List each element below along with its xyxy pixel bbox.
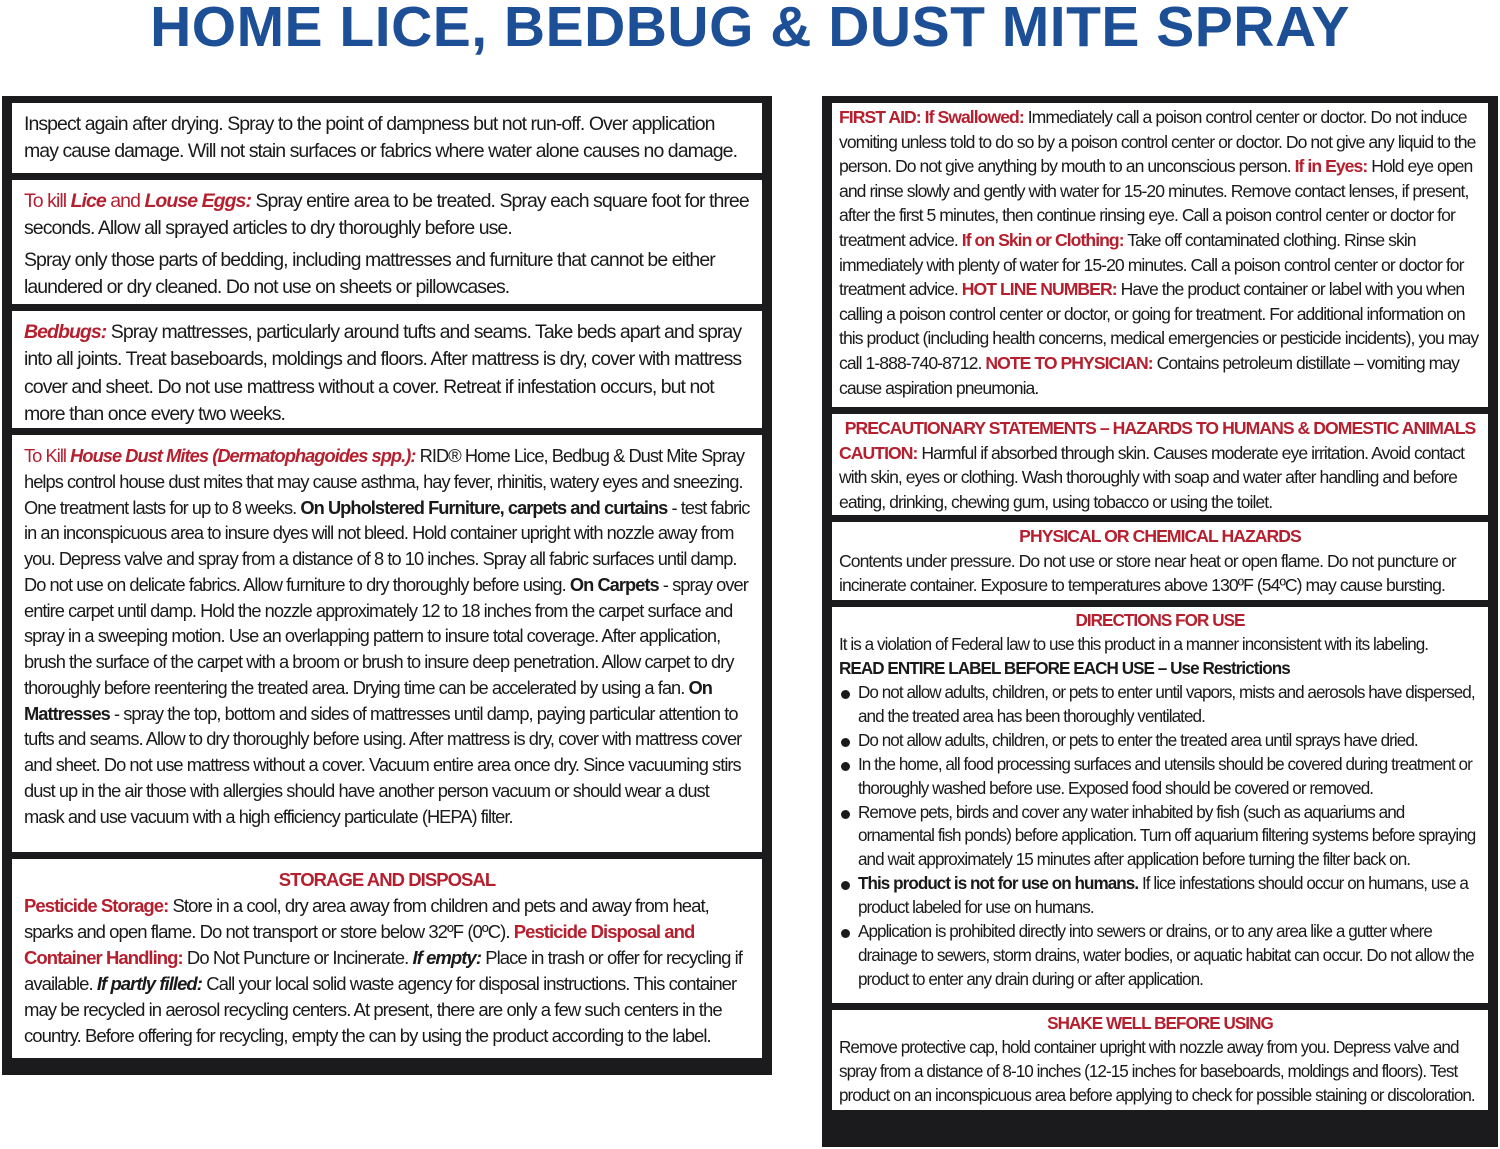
lice-text: Spray entire area to be treated. Spray each square foot for three seconds. Allow all sprayed articles to dry thoroughly before use. (24, 190, 749, 240)
bedbugs-text: Spray mattresses, particularly around tufts and seams. Take beds apart and spray into all joints. Treat baseboards, moldings and floors. After mattress is dry, cover with mattress cover and sheet. Do not use mattress without a cover. Retreat if infestation occurs, but not more than once every two weeks. (24, 321, 742, 426)
mattresses-label: On Mattresses (24, 676, 712, 724)
storage-text-4: Call your local solid waste agency for disposal instructions. This container may be recycled in aerosol recycling centers. At present, there are only a few such centers in the country. Before offering for recycling, empty the can by using the product according to the label. (24, 973, 737, 1047)
bullet-icon (841, 738, 850, 747)
shake-well-section (832, 1010, 1488, 1110)
first-aid-text-1: Immediately call a poison control center or doctor. Do not induce vomiting unless told to do so by a poison control center or doctor. Do not give any liquid to the person. Do not give anything by mouth to an unconscious person. (839, 107, 1476, 177)
note-to-physician-label: NOTE TO PHYSICIAN: (985, 352, 1153, 373)
dust-mites-prefix: To Kill (24, 445, 71, 466)
intro-text: Inspect again after drying. Spray to the point of dampness but not run-off. Over application may cause damage. Will not stain surfaces or fabrics where water alone causes no damage. (24, 113, 738, 163)
restriction-text: Do not allow adults, children, or pets to enter until vapors, mists and aerosols have dispersed, and the treated area has been thoroughly ventilated. (858, 682, 1475, 726)
caution-label: CAUTION: (839, 442, 918, 463)
bullet-icon (841, 810, 850, 819)
storage-paragraph (24, 893, 750, 1049)
lice-section (12, 180, 762, 304)
lice-paragraph (24, 188, 750, 243)
list-item (839, 872, 1481, 920)
pesticide-storage-label: Pesticide Storage: (24, 895, 169, 917)
precautionary-section (832, 414, 1488, 515)
restriction-text: In the home, all food processing surfaces and utensils should be covered during treatment or thoroughly washed before use. Exposed food should be covered or removed. (858, 754, 1472, 798)
if-partly-filled-label: If partly filled: (96, 973, 202, 995)
bedbugs-paragraph (24, 319, 750, 428)
first-aid-text-2: Hold eye open and rinse slowly and gently with water for 15-20 minutes. Remove contact lenses, if present, after the first 5 minutes, then continue rinsing eye. Call a poison control center or doctor for treatment advice. (839, 156, 1473, 250)
first-aid-paragraph (839, 105, 1481, 400)
restriction-text: Do not allow adults, children, or pets to enter the treated area until sprays have dried. (858, 730, 1418, 750)
dust-mites-paragraph (24, 443, 750, 829)
lice-and: and (105, 190, 145, 212)
read-label-restrictions: READ ENTIRE LABEL BEFORE EACH USE – Use Restrictions (839, 658, 1290, 678)
storage-heading: STORAGE AND DISPOSAL (278, 869, 496, 890)
upholstered-label: On Upholstered Furniture, carpets and curtains (300, 496, 668, 518)
left-label-panel (2, 96, 772, 1075)
if-on-skin-label: If on Skin or Clothing: (961, 229, 1124, 250)
storage-text-2: Do Not Puncture or Incinerate. (182, 947, 413, 969)
dust-mites-label: House Dust Mites (Dermatophagoides spp.): (70, 445, 416, 466)
list-item (839, 729, 1481, 753)
first-aid-section (832, 103, 1488, 407)
storage-text-1: Store in a cool, dry area away from children and pets and away from heat, sparks and open flame. Do not transport or store below 32ºF (0ºC). (24, 895, 709, 943)
use-restrictions-list (839, 681, 1481, 992)
physical-hazards-heading: PHYSICAL OR CHEMICAL HAZARDS (1019, 526, 1301, 546)
if-in-eyes-label: If in Eyes: (1294, 156, 1368, 177)
not-for-humans-text: If lice infestations should occur on humans, use a product labeled for use on humans. (858, 874, 1468, 918)
dust-mites-text-4: - spray the top, bottom and sides of mattresses until damp, paying particular attention to tufts and seams. Allow to dry thoroughly before using. After mattress is dry, cover with mattress cover and sheet. Do not use mattress without a cover. Vacuum entire area once dry. Since vacuuming stirs dust up in the air those with allergies should have another person vacuum or should wear a dust mask and use vacuum with a high efficiency particulate (HEPA) filter. (24, 702, 742, 827)
list-item (839, 920, 1481, 992)
precautionary-text: Harmful if absorbed through skin. Causes moderate eye irritation. Avoid contact with skin, eyes or clothing. Wash thoroughly with soap and water after handling and before eating, drinking, chewing gum, using tobacco or using the toilet. (839, 442, 1465, 512)
physical-hazards-text: Contents under pressure. Do not use or store near heat or open flame. Do not puncture or incinerate container. Exposure to temperatures above 130ºF (54ºC) may cause bursting. (839, 550, 1456, 596)
precautionary-paragraph (839, 441, 1481, 515)
precautionary-heading: PRECAUTIONARY STATEMENTS – HAZARDS TO HUMANS & DOMESTIC ANIMALS (844, 418, 1476, 438)
directions-section (832, 607, 1488, 1003)
bullet-icon (841, 762, 850, 771)
first-aid-text-3: Take off contaminated clothing. Rinse skin immediately with plenty of water for 15-20 minutes. Call a poison control center or doctor for treatment advice. (839, 229, 1464, 300)
hotline-label: HOT LINE NUMBER: (961, 279, 1117, 300)
page-title: HOME LICE, BEDBUG & DUST MITE SPRAY (150, 0, 1350, 59)
right-label-panel (822, 96, 1498, 1147)
list-item (839, 681, 1481, 729)
dust-mites-text-1: RID® Home Lice, Bedbug & Dust Mite Spray helps control house dust mites that may cause asthma, hay fever, rhinitis, watery eyes and sneezing. One treatment lasts for up to 8 weeks. (24, 445, 745, 518)
lice-prefix: To kill (24, 190, 71, 212)
dust-mites-section (12, 435, 762, 852)
restriction-text: Application is prohibited directly into sewers or drains, or to any area like a gutter where drainage to sewers, storm drains, water bodies, or aquatic habitat can occur. Do not allow the product to enter any drain during or after application. (858, 922, 1474, 990)
pesticide-disposal-label: Pesticide Disposal and Container Handling: (24, 921, 695, 969)
shake-well-heading: SHAKE WELL BEFORE USING (1047, 1014, 1273, 1033)
lice-bedding-text: Spray only those parts of bedding, including mattresses and furniture that cannot be either laundered or dry cleaned. Do not use on sheets or pillowcases. (24, 248, 715, 299)
storage-text-3: Place in trash or offer for recycling if available. (24, 947, 742, 995)
louse-eggs-label: Louse Eggs: (144, 190, 251, 212)
first-aid-text-5: Contains petroleum distillate – vomiting may cause aspiration pneumonia. (839, 352, 1460, 398)
intro-section (12, 103, 762, 173)
list-item (839, 801, 1481, 873)
if-empty-label: If empty: (412, 947, 482, 969)
first-aid-label: FIRST AID: If Swallowed: (839, 107, 1024, 127)
dust-mites-text-2: - test fabric in an inconspicuous area to insure dyes will not bleed. Hold container upright with nozzle away from you. Depress valve and spray from a distance of 8 to 10 inches. Spray all fabric surfaces until damp. Do not use on delicate fabrics. Allow furniture to dry thoroughly before using. (24, 496, 750, 595)
bullet-icon (841, 929, 850, 938)
lice-label: Lice (70, 190, 106, 212)
directions-text: It is a violation of Federal law to use this product in a manner inconsistent with its labeling. (839, 634, 1429, 654)
bedbugs-label: Bedbugs: (24, 321, 107, 343)
bullet-icon (841, 881, 850, 890)
first-aid-text-4: Have the product container or label with you when calling a poison control center or doctor, or going for treatment. For additional information on this product (including health concerns, medical emergencies or pesticide incidents), you may call 1-888-740-8712. (839, 279, 1479, 373)
carpets-label: On Carpets (569, 573, 659, 595)
shake-well-text: Remove protective cap, hold container upright with nozzle away from you. Depress valve and spray from a distance of 8-10 inches (12-15 inches for baseboards, moldings and floors). Test product on an inconspicuous area before applying to check for possible staining or discoloration. (839, 1037, 1475, 1105)
restriction-text: Remove pets, birds and cover any water inhabited by fish (such as aquariums and ornamental fish ponds) before application. Turn off aquarium filtering systems before spraying and wait approximately 15 minutes after application before turning the filter back on. (858, 802, 1476, 870)
not-for-humans-label: This product is not for use on humans. (858, 874, 1139, 894)
bedbugs-section (12, 311, 762, 428)
physical-hazards-section (832, 522, 1488, 600)
list-item (839, 753, 1481, 801)
directions-heading: DIRECTIONS FOR USE (1075, 611, 1245, 630)
storage-disposal-section (12, 859, 762, 1058)
bullet-icon (841, 690, 850, 699)
dust-mites-text-3: - spray over entire carpet until damp. Hold the nozzle approximately 12 to 18 inches from the carpet surface and spray in a sweeping motion. Use an overlapping pattern to insure total coverage. After application, brush the surface of the carpet with a broom or brush to insure deep penetration. Allow carpet to dry thoroughly before reentering the treated area. Drying time can be accelerated by using a fan. (24, 573, 748, 698)
